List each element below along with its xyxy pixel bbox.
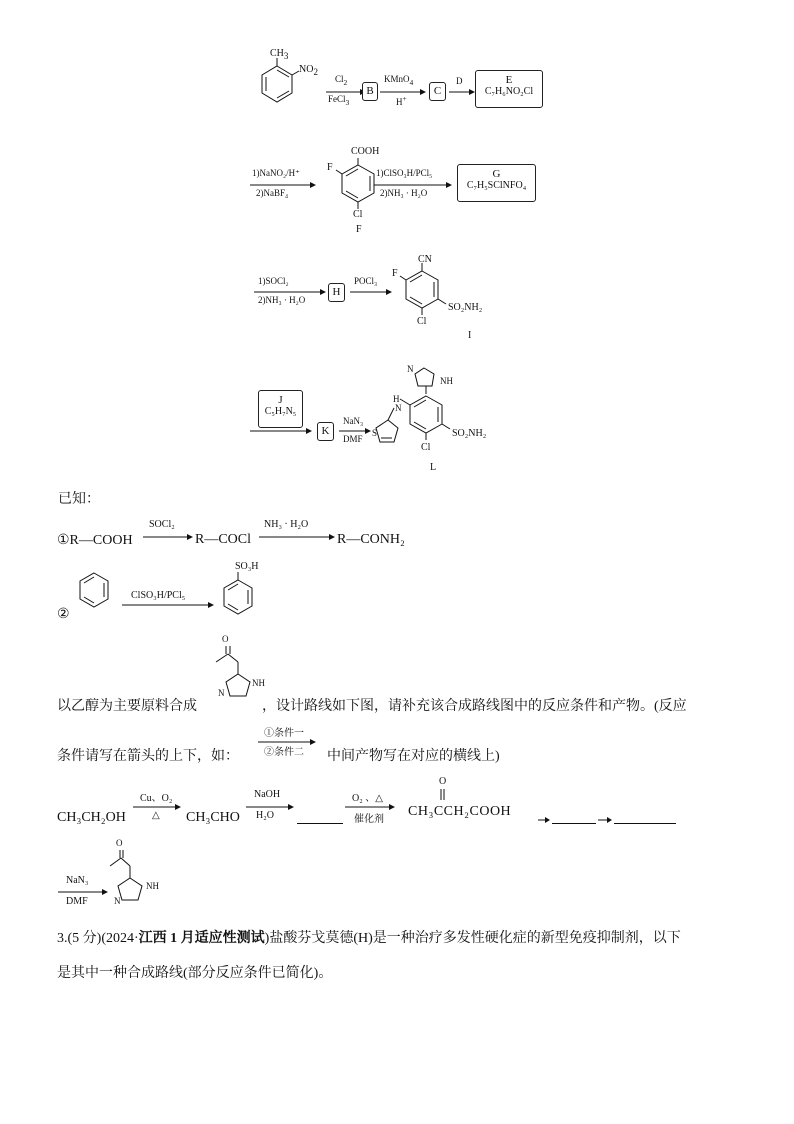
row3-cl-label: Cl — [417, 316, 427, 327]
route-blank-2[interactable] — [552, 823, 596, 824]
row3-box-h: H — [328, 283, 345, 302]
known-r1-end: R—CONH₂ — [337, 532, 405, 547]
row4-box-k: K — [317, 422, 334, 441]
known-r1-arrow1-top: SOCl₂ — [149, 519, 175, 530]
row1-arrow2-top: KMnO$_4$ — [384, 74, 414, 87]
row1-arrow3-top: D — [456, 76, 463, 86]
row2-box-g-name: G — [492, 168, 501, 180]
task-target-nh: NH — [252, 678, 265, 688]
row2-arrow2-top: 1)ClSO₃H/PCl₅ — [376, 168, 433, 178]
route-p3-oxygen: O — [439, 776, 447, 787]
route-arrow2-bottom: H₂O — [256, 810, 274, 821]
route-final-o: O — [116, 838, 123, 848]
row4-tetrazole-ring — [412, 366, 442, 396]
question3-line2: 是其中一种合成路线(部分反应条件已简化)。 — [57, 966, 333, 981]
row4-tetrazole-n: N — [407, 364, 414, 374]
known-r2-so3h: SO₃H — [235, 561, 259, 572]
known-r2-product-benzene — [224, 572, 260, 620]
row2-f-label: F — [327, 162, 333, 173]
row4-thiophene-s: S — [372, 428, 378, 438]
row3-arrow1-bottom: 2)NH₃ · H₂O — [258, 295, 306, 305]
row4-amine-n: N — [395, 403, 402, 413]
row1-box-e — [475, 70, 543, 108]
row3-so2nh2-label: SO₂NH₂ — [448, 302, 483, 313]
row1-box-e-formula: C₇H₆NO₂Cl — [484, 86, 534, 97]
row3-cn-label: CN — [418, 254, 432, 265]
task-line2-suffix: 中间产物写在对应的横线上) — [327, 749, 500, 764]
row4-arrow1 — [250, 427, 312, 435]
task-target-n: N — [218, 688, 225, 698]
task-suffix: ，设计路线如下图，请补充该合成路线图中的反应条件和产物。(反应 — [262, 699, 687, 714]
route-arrow1-top: Cu、O₂ — [140, 793, 173, 804]
row1-arrow1-top: $Cl_2$ — [335, 74, 348, 87]
known-r2-arrow — [122, 601, 214, 609]
row2-arrow1-bottom: 2)NaBF₄ — [256, 188, 289, 198]
question3-line1 — [57, 927, 681, 947]
known-r1-arrow2-top: NH₃ · H₂O — [264, 519, 309, 530]
known-r1-arrow2 — [259, 533, 335, 541]
row3-arrow1-top: 1)SOCl₂ — [258, 276, 289, 286]
row2-cooh-label: COOH — [351, 146, 380, 157]
known-r1-mid: R—COCl — [195, 532, 252, 547]
row2-molecule-label: F — [356, 224, 362, 235]
row1-box-e-name: E — [505, 74, 513, 86]
known-heading: 已知： — [58, 492, 100, 507]
route-arrow3-top: O₂ 、△ — [352, 793, 383, 804]
route-p1: CH₃CHO — [186, 810, 240, 825]
route-arrow1-bottom: △ — [152, 810, 160, 821]
row3-molecule-label: I — [468, 330, 472, 341]
row3-benzene-ring — [406, 271, 446, 315]
known-r2-prefix: ② — [57, 607, 70, 622]
row4-molecule-label: L — [430, 462, 437, 473]
route-final-nh: NH — [146, 881, 159, 891]
task-target-o: O — [222, 634, 229, 644]
route-final-arrow-bottom: DMF — [66, 896, 88, 907]
row1-arrow3 — [449, 88, 475, 96]
route-final-arrow — [58, 888, 108, 896]
row1-arrow1-bottom: FeCl$_3$ — [328, 94, 350, 107]
row3-arrow2-top: POCl₃ — [354, 276, 378, 286]
route-arrow4 — [538, 816, 550, 824]
row4-arrow-top: NaN₃ — [343, 416, 364, 426]
row1-no2-label: $NO_2$ — [299, 64, 318, 77]
task-example-bottom: ②条件二 — [264, 747, 304, 758]
task-line2-prefix: 条件请写在箭头的上下，如： — [57, 749, 239, 764]
route-blank-3[interactable] — [614, 823, 676, 824]
route-blank-1[interactable] — [297, 823, 343, 824]
task-prefix: 以乙醇为主要原料合成 — [57, 699, 197, 714]
route-arrow3-bottom: 催化剂 — [354, 814, 384, 825]
row4-so2nh2-label: SO₂NH₂ — [452, 428, 487, 439]
route-final-arrow-top: NaN₃ — [66, 875, 89, 886]
row1-box-c: C — [429, 82, 446, 101]
row3-f-label: F — [392, 268, 398, 279]
row4-amine-nh: H — [393, 394, 400, 404]
known-r1-prefix: ①R—COOH — [57, 533, 133, 548]
row2-box-g — [457, 164, 536, 202]
row2-cl-label: Cl — [353, 209, 363, 220]
question3-source: 江西 1 月适应性测试 — [138, 931, 265, 946]
row4-thiophene-ring — [372, 408, 412, 448]
row1-box-b: B — [362, 82, 378, 101]
row2-arrow1-top: 1)NaNO₂/H⁺ — [252, 168, 300, 178]
row2-box-g-formula: C₇H₅SClNFO₄ — [466, 180, 527, 191]
route-start: CH₃CH₂OH — [57, 810, 126, 825]
route-arrow5 — [598, 816, 612, 824]
row3-arrow2 — [350, 288, 392, 296]
route-final-n: N — [114, 896, 121, 906]
row4-arrow-bottom: DMF — [343, 434, 363, 444]
task-example-top: ①条件一 — [264, 728, 304, 739]
route-p3: CH₃CCH₂COOH — [408, 804, 512, 819]
route-p3-double-bond — [440, 789, 446, 801]
question3-suffix: )盐酸芬戈莫德(H)是一种治疗多发性硬化症的新型免疫抑制剂，以下 — [264, 931, 681, 946]
row4-box-j — [258, 390, 303, 428]
known-r1-arrow1 — [143, 533, 193, 541]
row1-benzene-ring — [262, 66, 302, 106]
row4-benzene-ring — [410, 396, 450, 440]
question3-prefix: 3.(5 分)(2024· — [57, 931, 139, 946]
row1-arrow2-bottom: H+ — [396, 94, 407, 107]
row4-cl-label: Cl — [421, 442, 431, 453]
known-r2-benzene — [80, 573, 116, 613]
known-r2-arrow-top: ClSO₃H/PCl₅ — [131, 590, 186, 601]
route-arrow2-top: NaOH — [254, 789, 281, 800]
row4-box-j-formula: C₅H₇N₅ — [264, 406, 297, 417]
row1-ch3-label: $CH_3$ — [270, 48, 289, 61]
row4-box-j-name: J — [278, 394, 283, 406]
row2-arrow2-bottom: 2)NH₃ · H₂O — [380, 188, 428, 198]
row4-tetrazole-nh: NH — [440, 376, 453, 386]
